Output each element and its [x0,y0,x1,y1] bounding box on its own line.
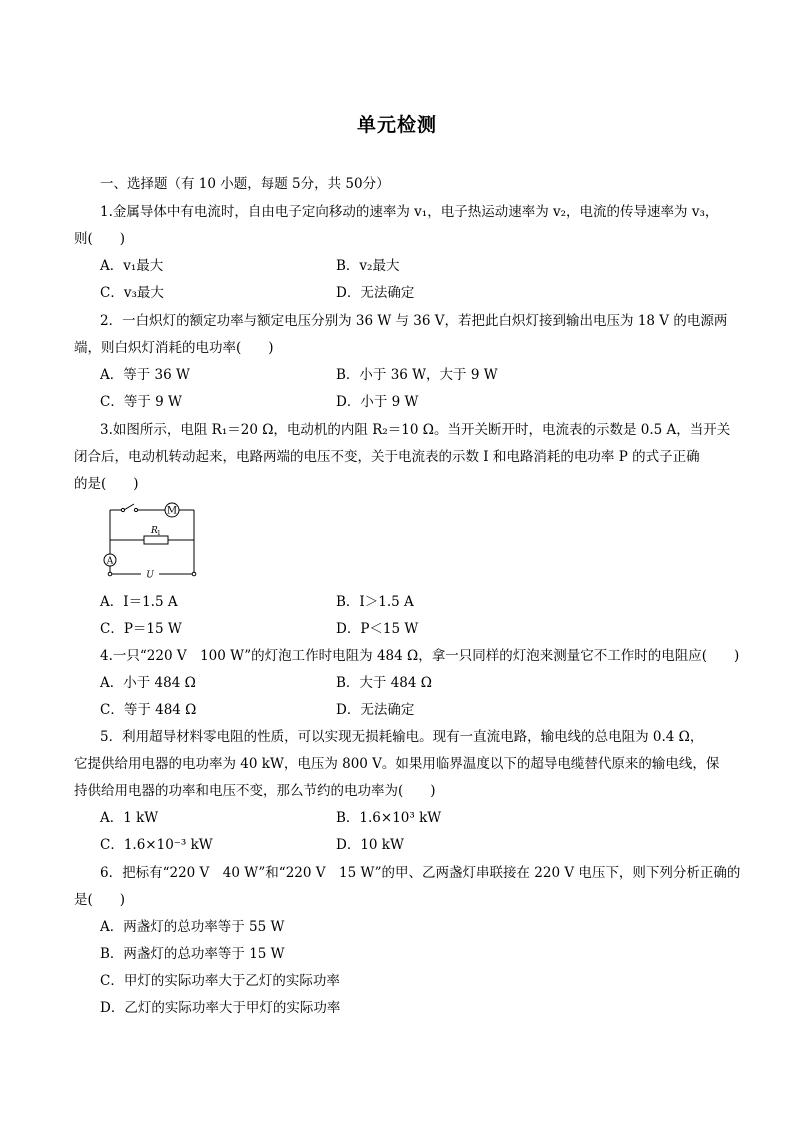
resistor-subscript: 1 [157,530,161,537]
q4-option-d: D．无法确定 [336,702,415,718]
q4-option-a: A．小于 484 Ω [100,675,196,691]
q5-stem-line2: 它提供给用电器的电功率为 40 kW，电压为 800 V。如果用临界温度以下的超导电缆替代原来的输电线，保 [74,756,720,772]
motor-label: M [166,505,178,517]
q2-option-c: C．等于 9 W [100,394,182,410]
q3-option-c: C．P＝15 W [100,621,182,637]
resistor-r1 [144,536,168,544]
q5-stem-line3: 持供给用电器的功率和电压不变，那么节约的电功率为( ) [74,783,436,799]
section-heading: 一、选择题（有 10 小题，每题 5分，共 50分） [100,176,390,192]
voltage-label: U [146,570,154,581]
q6-stem-line2: 是( ) [74,892,126,908]
q2-stem-line2: 端，则白炽灯消耗的电功率( ) [74,340,274,356]
q3-stem-line3: 的是( ) [74,476,139,492]
q1-option-b: B．v₂最大 [336,258,400,274]
q3-stem-line2: 闭合后，电动机转动起来，电路两端的电压不变，关于电流表的示数 I 和电路消耗的电功率 P 的式子正确 [74,449,700,465]
q4-option-c: C．等于 484 Ω [100,702,197,718]
q1-option-a: A．v₁最大 [100,258,164,274]
q5-option-b: B．1.6×10³ kW [336,810,442,826]
q6-option-a: A．两盏灯的总功率等于 55 W [100,919,285,935]
q2-option-a: A．等于 36 W [100,367,190,383]
q4-stem-line1: 4.一只“220 V 100 W”的灯泡工作时电阻为 484 Ω，拿一只同样的灯泡来测量它不工作时的电阻应( ) [100,648,740,664]
q3-stem-line1: 3.如图所示，电阻 R₁＝20 Ω，电动机的内阻 R₂＝10 Ω。当开关断开时，电流表的示数是 0.5 A，当开关 [100,422,731,438]
q3-option-b: B．I＞1.5 A [336,594,414,610]
q5-option-c: C．1.6×10⁻³ kW [100,837,213,853]
q2-option-b: B．小于 36 W，大于 9 W [336,367,498,383]
q3-option-d: D．P＜15 W [336,621,419,637]
q2-stem-line1: 2．一白炽灯的额定功率与额定电压分别为 36 W 与 36 V，若把此白炽灯接到输出电压为 18 V 的电源两 [100,313,728,329]
page-title: 单元检测 [356,114,437,136]
q1-stem-line1: 1.金属导体中有电流时，自由电子定向移动的速率为 v₁，电子热运动速率为 v₂，电流的传导速率为 v₃， [100,204,719,220]
q5-option-a: A．1 kW [100,810,159,826]
q1-option-d: D．无法确定 [336,285,415,301]
q6-option-d: D．乙灯的实际功率大于甲灯的实际功率 [100,1000,341,1016]
q1-option-c: C．v₃最大 [100,285,164,301]
q2-option-d: D．小于 9 W [336,394,419,410]
q4-option-b: B．大于 484 Ω [336,675,432,691]
q1-stem-line2: 则( ) [74,231,126,247]
ammeter-label: A [106,556,114,567]
q6-stem-line1: 6．把标有“220 V 40 W”和“220 V 15 W”的甲、乙两盏灯串联接在 220 V 电压下，则下列分析正确的 [100,865,741,881]
q3-option-a: A．I＝1.5 A [100,594,178,610]
q6-option-b: B．两盏灯的总功率等于 15 W [100,946,285,962]
q3-circuit-diagram [96,500,206,582]
q5-stem-line1: 5．利用超导材料零电阻的性质，可以实现无损耗输电。现有一直流电路，输电线的总电阻为 0.4 Ω， [100,729,704,745]
q6-option-c: C．甲灯的实际功率大于乙灯的实际功率 [100,973,340,989]
resistor-label: R [151,526,158,536]
q5-option-d: D．10 kW [336,837,404,853]
